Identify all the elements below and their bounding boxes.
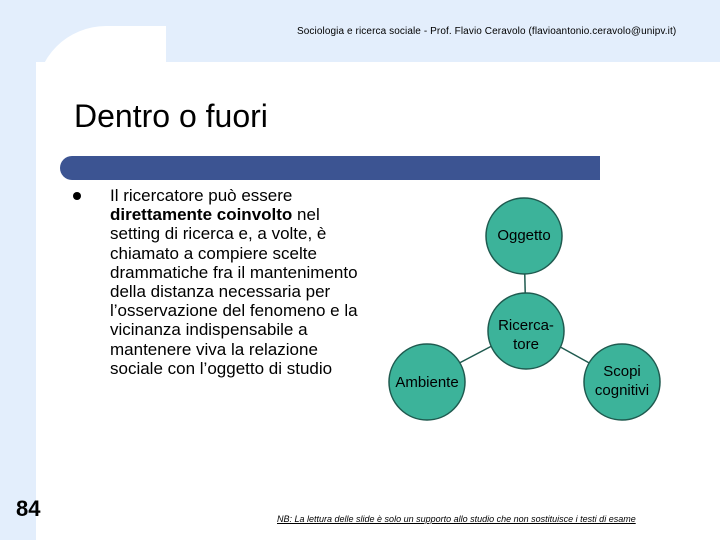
- node-label-ricercatore: [476, 316, 576, 354]
- page-number: 84: [16, 496, 41, 521]
- node-label-scopi: [572, 362, 672, 400]
- node-label-ricercatore-line1: Ricerca-: [498, 317, 554, 334]
- bullet-text-part2: nel setting di ricerca e, a volte, è chiamato a compiere scelte drammatiche fra il mantenimento della distanza necessaria per l’osservazione del fenomeno e la vicinanza indispensabile a mantenere viva la relazione sociale con l’oggetto di studio: [110, 205, 358, 378]
- bullet-text-bold: direttamente coinvolto: [110, 205, 293, 225]
- footnote: NB: La lettura delle slide è solo un supporto allo studio che non sostituisce i testi di esame: [277, 514, 636, 524]
- slide-title: Dentro o fuori: [74, 98, 268, 134]
- node-label-scopi-line2: cognitivi: [594, 382, 650, 399]
- bullet-text-part1: Il ricercatore può essere: [110, 186, 293, 205]
- node-label-ambiente: Ambiente: [395, 374, 459, 391]
- node-label-scopi-line1: Scopi: [603, 363, 641, 380]
- header-text: Sociologia e ricerca sociale - Prof. Flavio Ceravolo (flavioantonio.ceravolo@unipv.it): [297, 26, 677, 37]
- node-label-ricercatore-line2: tore: [513, 336, 539, 353]
- node-label-oggetto: Oggetto: [497, 227, 551, 244]
